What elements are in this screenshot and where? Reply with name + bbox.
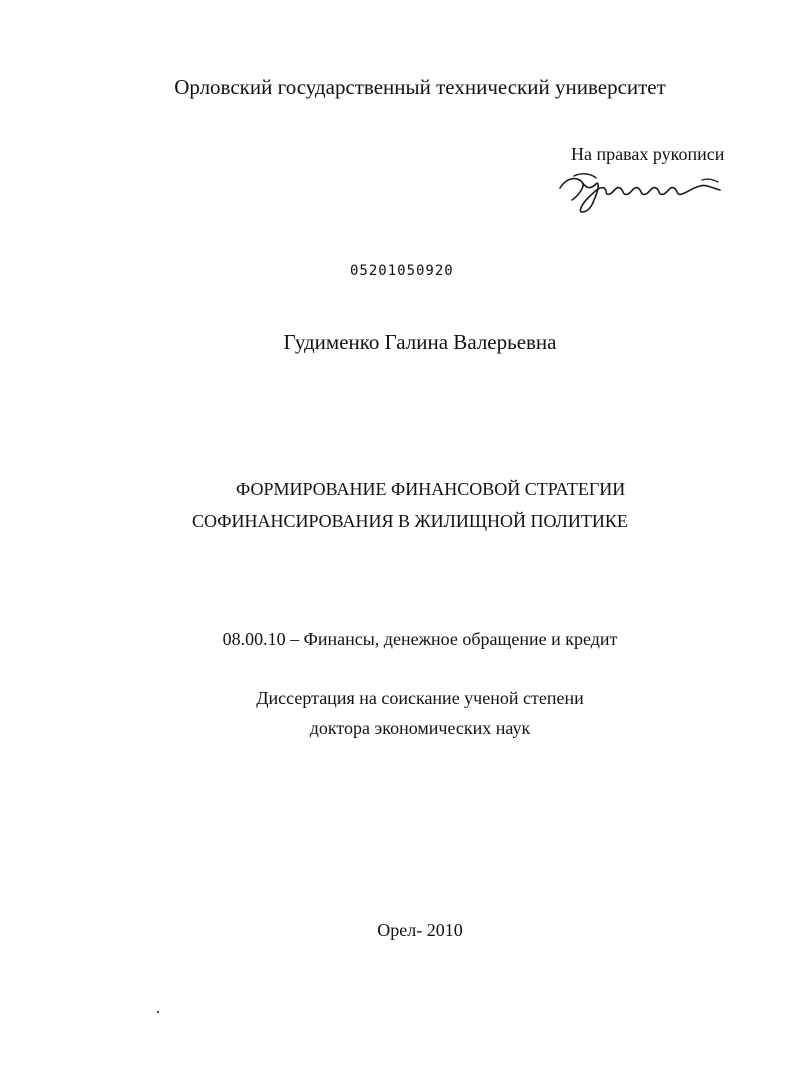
specialty-code: 08.00.10 – Финансы, денежное обращение и кредит bbox=[222, 629, 618, 649]
degree-line-2: доктора экономических наук bbox=[309, 718, 531, 738]
scan-speck bbox=[157, 1011, 159, 1013]
dissertation-title-line-2: СОФИНАНСИРОВАНИЯ В ЖИЛИЩНОЙ ПОЛИТИКЕ bbox=[192, 511, 628, 531]
handwritten-signature bbox=[552, 166, 732, 216]
registration-code: 05201050920 bbox=[350, 263, 454, 279]
manuscript-rights-note: На правах рукописи bbox=[571, 144, 725, 164]
author-name: Гудименко Галина Валерьевна bbox=[283, 330, 557, 354]
dissertation-title-line-1: ФОРМИРОВАНИЕ ФИНАНСОВОЙ СТРАТЕГИИ bbox=[236, 479, 626, 499]
degree-line-1: Диссертация на соискание ученой степени bbox=[256, 688, 584, 708]
university-name: Орловский государственный технический университет bbox=[174, 75, 666, 99]
city-year: Орел- 2010 bbox=[377, 920, 463, 940]
